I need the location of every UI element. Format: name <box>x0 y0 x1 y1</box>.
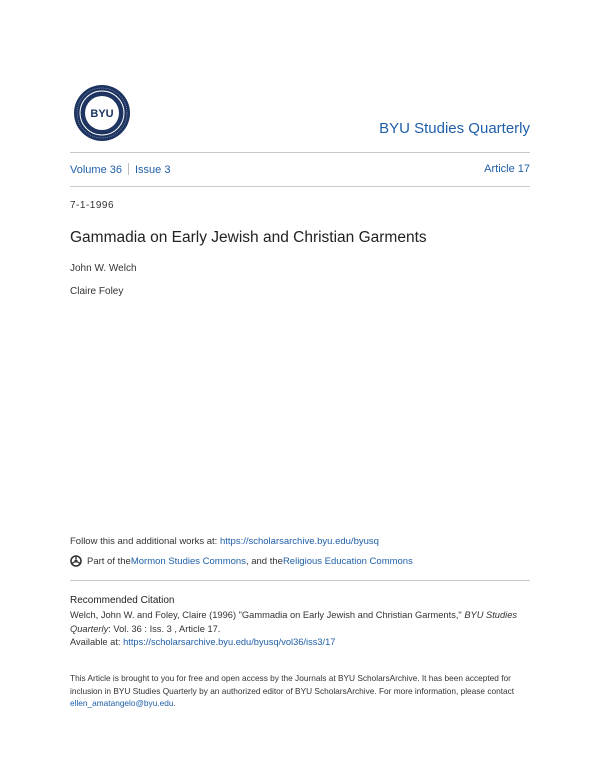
footer-text: This Article is brought to you for free and open access by the Journals at BYU ScholarsArchive. It has been accepted for inclusion in BYU Studies Quarterly by an authorized editor of BYU ScholarsArchive. For more information, please contact <box>70 673 515 696</box>
journal-title[interactable]: BYU Studies Quarterly <box>379 120 530 137</box>
logo-text: BYU <box>90 108 114 120</box>
citation-text <box>70 609 532 650</box>
follow-url-link[interactable]: https://scholarsarchive.byu.edu/byusq <box>219 536 379 547</box>
divider-top <box>70 152 530 153</box>
citation-mid: : Vol. 36 : Iss. 3 , Article 17. <box>108 623 221 634</box>
separator <box>128 163 129 175</box>
citation-heading: Recommended Citation <box>70 595 175 606</box>
contact-email-link[interactable]: ellen_amatangelo@byu.edu <box>70 698 174 708</box>
follow-prefix: Follow this and additional works at: <box>70 536 220 547</box>
article-title: Gammadia on Early Jewish and Christian Garments <box>70 229 427 246</box>
footer-note <box>70 672 535 710</box>
part-of-middle: , and the <box>245 555 283 567</box>
footer-end: . <box>173 698 176 708</box>
author-2: Claire Foley <box>70 286 124 297</box>
citation-journal: BYU Studies Quarterly <box>70 610 518 634</box>
available-prefix: Available at: <box>70 637 124 647</box>
part-of-prefix: Part of the <box>87 555 131 567</box>
divider-citation <box>70 580 530 581</box>
author-1: John W. Welch <box>70 263 137 274</box>
volume-issue-row <box>70 163 170 176</box>
issue-link[interactable]: Issue 3 <box>134 164 171 176</box>
available-url-link[interactable]: https://scholarsarchive.byu.edu/byusq/vol36/iss3/17 <box>123 637 336 647</box>
article-number-link[interactable]: Article 17 <box>484 163 530 175</box>
citation-start: Welch, John W. and Foley, Claire (1996) "Gammadia on Early Jewish and Christian Garments," <box>70 610 465 620</box>
part-of-line <box>70 555 413 567</box>
follow-line <box>70 536 379 547</box>
network-icon <box>70 555 82 567</box>
divider-bottom <box>70 186 530 187</box>
publication-date: 7-1-1996 <box>70 200 115 211</box>
religious-education-commons-link[interactable]: Religious Education Commons <box>282 555 413 567</box>
mormon-studies-commons-link[interactable]: Mormon Studies Commons <box>130 555 246 567</box>
byu-logo-seal <box>73 84 131 142</box>
volume-link[interactable]: Volume 36 <box>70 164 122 176</box>
